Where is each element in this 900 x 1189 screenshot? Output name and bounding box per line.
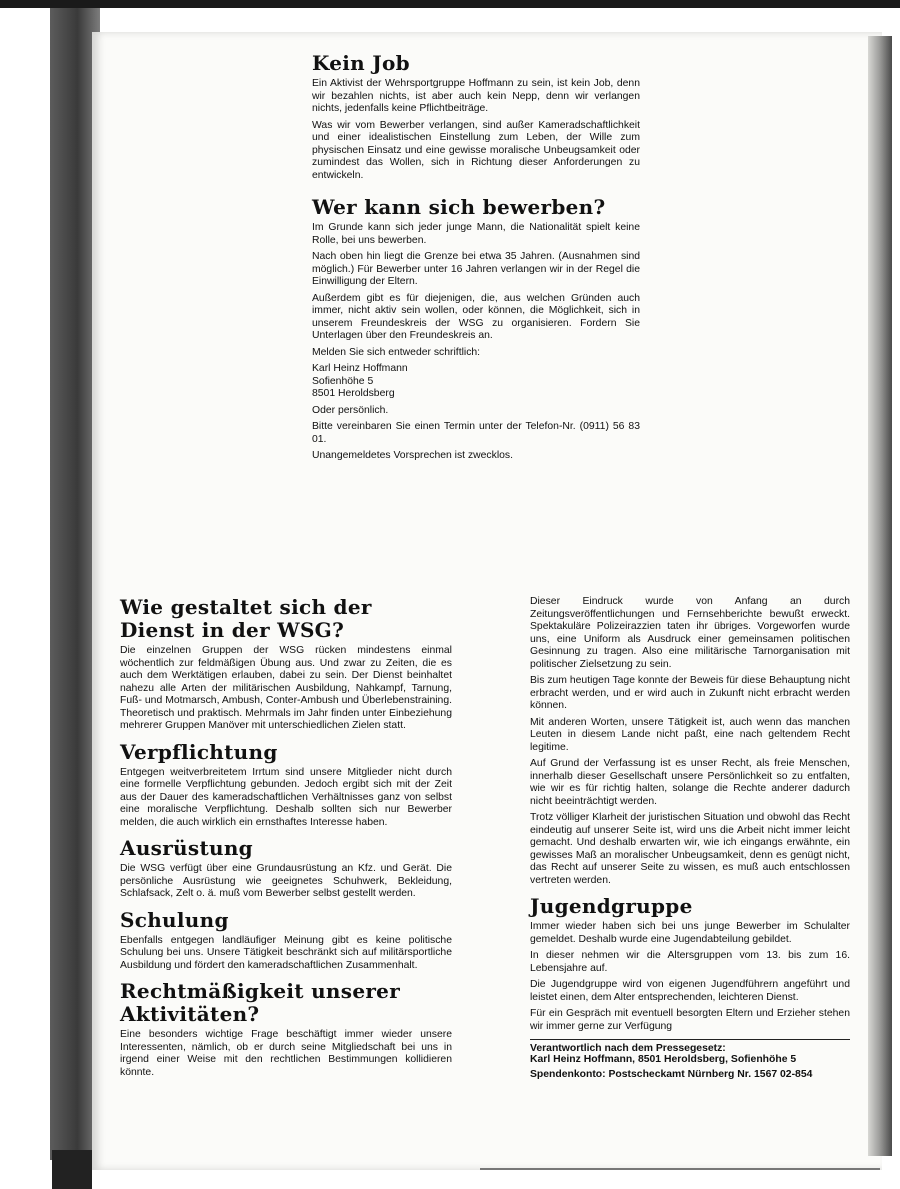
heading-schulung: Schulung xyxy=(120,907,229,932)
paragraph: Außerdem gibt es für diejenigen, die, aus welchen Gründen auch immer, nicht aktiv sein wollen, oder können, die Möglichkeit, sich in unserem Freundeskreis der WSG zu organisieren. Fordern Sie Unterlagen über den Freundeskreis an. xyxy=(312,292,640,341)
paragraph: Oder persönlich. xyxy=(312,404,389,416)
heading-ausruestung: Ausrüstung xyxy=(120,836,253,860)
heading-kein-job: Kein Job xyxy=(312,51,410,75)
paragraph: Immer wieder haben sich bei uns junge Bewerber im Schulalter gemeldet. Deshalb wurde eine Jugendabteilung gebildet. xyxy=(530,921,850,945)
paragraph: Die WSG verfügt über eine Grundausrüstung an Kfz. und Gerät. Die persönliche Ausrüstung wie geeignetes Schuhwerk, Bekleidung, Schlafsack, Zelt o. ä. muß vom Bewerber selbst gestellt werden. xyxy=(120,863,452,899)
footer-divider xyxy=(530,1039,850,1040)
paragraph: Unangemeldetes Vorsprechen ist zwecklos. xyxy=(312,450,513,461)
imprint-line: Verantwortlich nach dem Pressegesetz: xyxy=(530,1043,726,1054)
paragraph: Für ein Gespräch mit eventuell besorgten Eltern und Erzieher stehen wir immer gerne zur Verfügung xyxy=(530,1008,850,1032)
paragraph: Ebenfalls entgegen landläufiger Meinung gibt es keine politische Schulung bei uns. Unsere Tätigkeit beschränkt sich auf militärsportliche Ausbildung und fördert den kameradschaftlichen Zusammenhalt. xyxy=(120,934,452,971)
address-line: 8501 Heroldsberg xyxy=(312,388,395,399)
imprint-line: Karl Heinz Hoffmann, 8501 Heroldsberg, Sofienhöhe 5 xyxy=(530,1053,797,1065)
page-edge-right xyxy=(868,36,892,1156)
paragraph: Die Jugendgruppe wird von eigenen Jugendführern angeführt und leistet einen, dem Alter entsprechenden, leichteren Dienst. xyxy=(530,979,850,1003)
paragraph: Eine besonders wichtige Frage beschäftigt immer wieder unsere Interessenten, nämlich, ob er durch seine Mitgliedschaft bei uns in irgend einer Weise mit den rechtlichen Bestimmungen kollidieren könnte. xyxy=(120,1029,452,1078)
right-column xyxy=(530,596,850,1080)
heading-wer-kann: Wer kann sich bewerben? xyxy=(312,195,606,219)
address-line: Sofienhöhe 5 xyxy=(312,375,374,387)
left-column xyxy=(120,596,452,1083)
paragraph: Ein Aktivist der Wehrsportgruppe Hoffmann zu sein, ist kein Job, denn wir bezahlen nichts, ist aber auch kein Nepp, denn wir verlangen nichts, jedenfalls keine Pflichtbeiträge. xyxy=(312,78,640,114)
paragraph: Die einzelnen Gruppen der WSG rücken mindestens einmal wöchentlich zur feldmäßigen Übung aus. Und zwar zu Zeiten, die es auch dem Werktätigen erlauben, dabei zu sein. Der Dienst beinhaltet nahezu alle Arten der militärischen Ausbildung, Nahkampf, Tarnung, Fuß- und Motmarsch, Ambush, Conter-Ambush und Überlebenstraining. Theoretisch und praktisch. Mehrmals im Jahr finden unter Einbeziehung mehrerer Gruppen Manöver mit unterschiedlichen Zielen statt. xyxy=(120,645,452,731)
scan-margin xyxy=(0,0,52,1189)
page-edge-bottom xyxy=(480,1168,880,1170)
paragraph: Nach oben hin liegt die Grenze bei etwa 35 Jahren. (Ausnahmen sind möglich.) Für Bewerber unter 16 Jahren verlangen wir in der Regel die Einwilligung der Eltern. xyxy=(312,251,640,287)
paragraph: Bis zum heutigen Tage konnte der Beweis für diese Behauptung nicht erbracht werden, und er wird auch in Zukunft nicht erbracht werden können. xyxy=(530,675,850,711)
imprint-line: Spendenkonto: Postscheckamt Nürnberg Nr. 1567 02-854 xyxy=(530,1068,813,1080)
paragraph: Was wir vom Bewerber verlangen, sind außer Kameradschaftlichkeit und einer idealistischen Einstellung zum Leben, der Wille zum physischen Einsatz und eine gewisse moralische Unbeugsamkeit oder zumindest das Wollen, sich in Richtung dieser Anforderungen zu entwickeln. xyxy=(312,119,640,181)
paragraph: Dieser Eindruck wurde von Anfang an durch Zeitungsveröffentlichungen und Fernsehberichte bewußt erweckt. Spektakuläre Polizeirazzien taten ihr übriges. Vorgeworfen wurde uns, eine Uniform als Ausdruck einer gemeinsamen politischen Gesinnung zu tragen. Also eine militärische Tarnorganisation mit politischer Zielsetzung zu sein. xyxy=(530,596,850,670)
paragraph: Trotz völliger Klarheit der juristischen Situation und obwohl das Recht eindeutig auf unserer Seite ist, wird uns die Arbeit nicht immer leicht gemacht. Und deshalb erwarten wir, wie ich eingangs erwähnte, ein gewisses Maß an moralischer Unbeugsamkeit, denn es genügt nicht, das Recht auf unserer Seite zu wissen, es muß auch entschlossen vertreten werden. xyxy=(530,812,850,886)
paragraph: Im Grunde kann sich jeder junge Mann, die Nationalität spielt keine Rolle, bei uns bewerben. xyxy=(312,222,640,246)
heading-rechtmaessigkeit: Rechtmäßigkeit unserer Aktivitäten? xyxy=(120,979,401,1026)
paragraph: Auf Grund der Verfassung ist es unser Recht, als freie Menschen, innerhalb dieser Gesellschaft unsere Persönlichkeit so zu entfalten, wie wir es für richtig halten, solange die Rechte anderer dadurch nicht beeinträchtigt werden. xyxy=(530,758,850,807)
heading-verpflichtung: Verpflichtung xyxy=(120,739,278,764)
paragraph: Mit anderen Worten, unsere Tätigkeit ist, auch wenn das manchen Leuten in diesem Lande nicht paßt, eine nach geltendem Recht legitime. xyxy=(530,716,850,753)
scan-top-edge xyxy=(0,0,900,8)
address-line: Karl Heinz Hoffmann xyxy=(312,363,408,374)
heading-jugendgruppe: Jugendgruppe xyxy=(530,894,693,918)
paragraph: Bitte vereinbaren Sie einen Termin unter der Telefon-Nr. (0911) 56 83 01. xyxy=(312,421,640,445)
paragraph: Melden Sie sich entweder schriftlich: xyxy=(312,346,481,358)
scan-bottom-shadow xyxy=(52,1150,92,1189)
top-text-block xyxy=(312,52,640,467)
imprint-footer xyxy=(530,1044,850,1080)
paragraph: In dieser nehmen wir die Altersgruppen vom 13. bis zum 16. Lebensjahre auf. xyxy=(530,950,850,974)
paragraph: Entgegen weitverbreitetem Irrtum sind unsere Mitglieder nicht durch eine formelle Verpflichtung gebunden. Jedoch ergibt sich mit der Zeit aus der Dauer des kameradschaftlichen Verhältnisses ganz von selbst eine moralische Verpflichtung. Deshalb sollten sich nur Bewerber melden, die auch wirklich ein ernsthaftes Interesse haben. xyxy=(120,766,452,828)
heading-dienst: Wie gestaltet sich der Dienst in der WSG? xyxy=(120,595,372,642)
